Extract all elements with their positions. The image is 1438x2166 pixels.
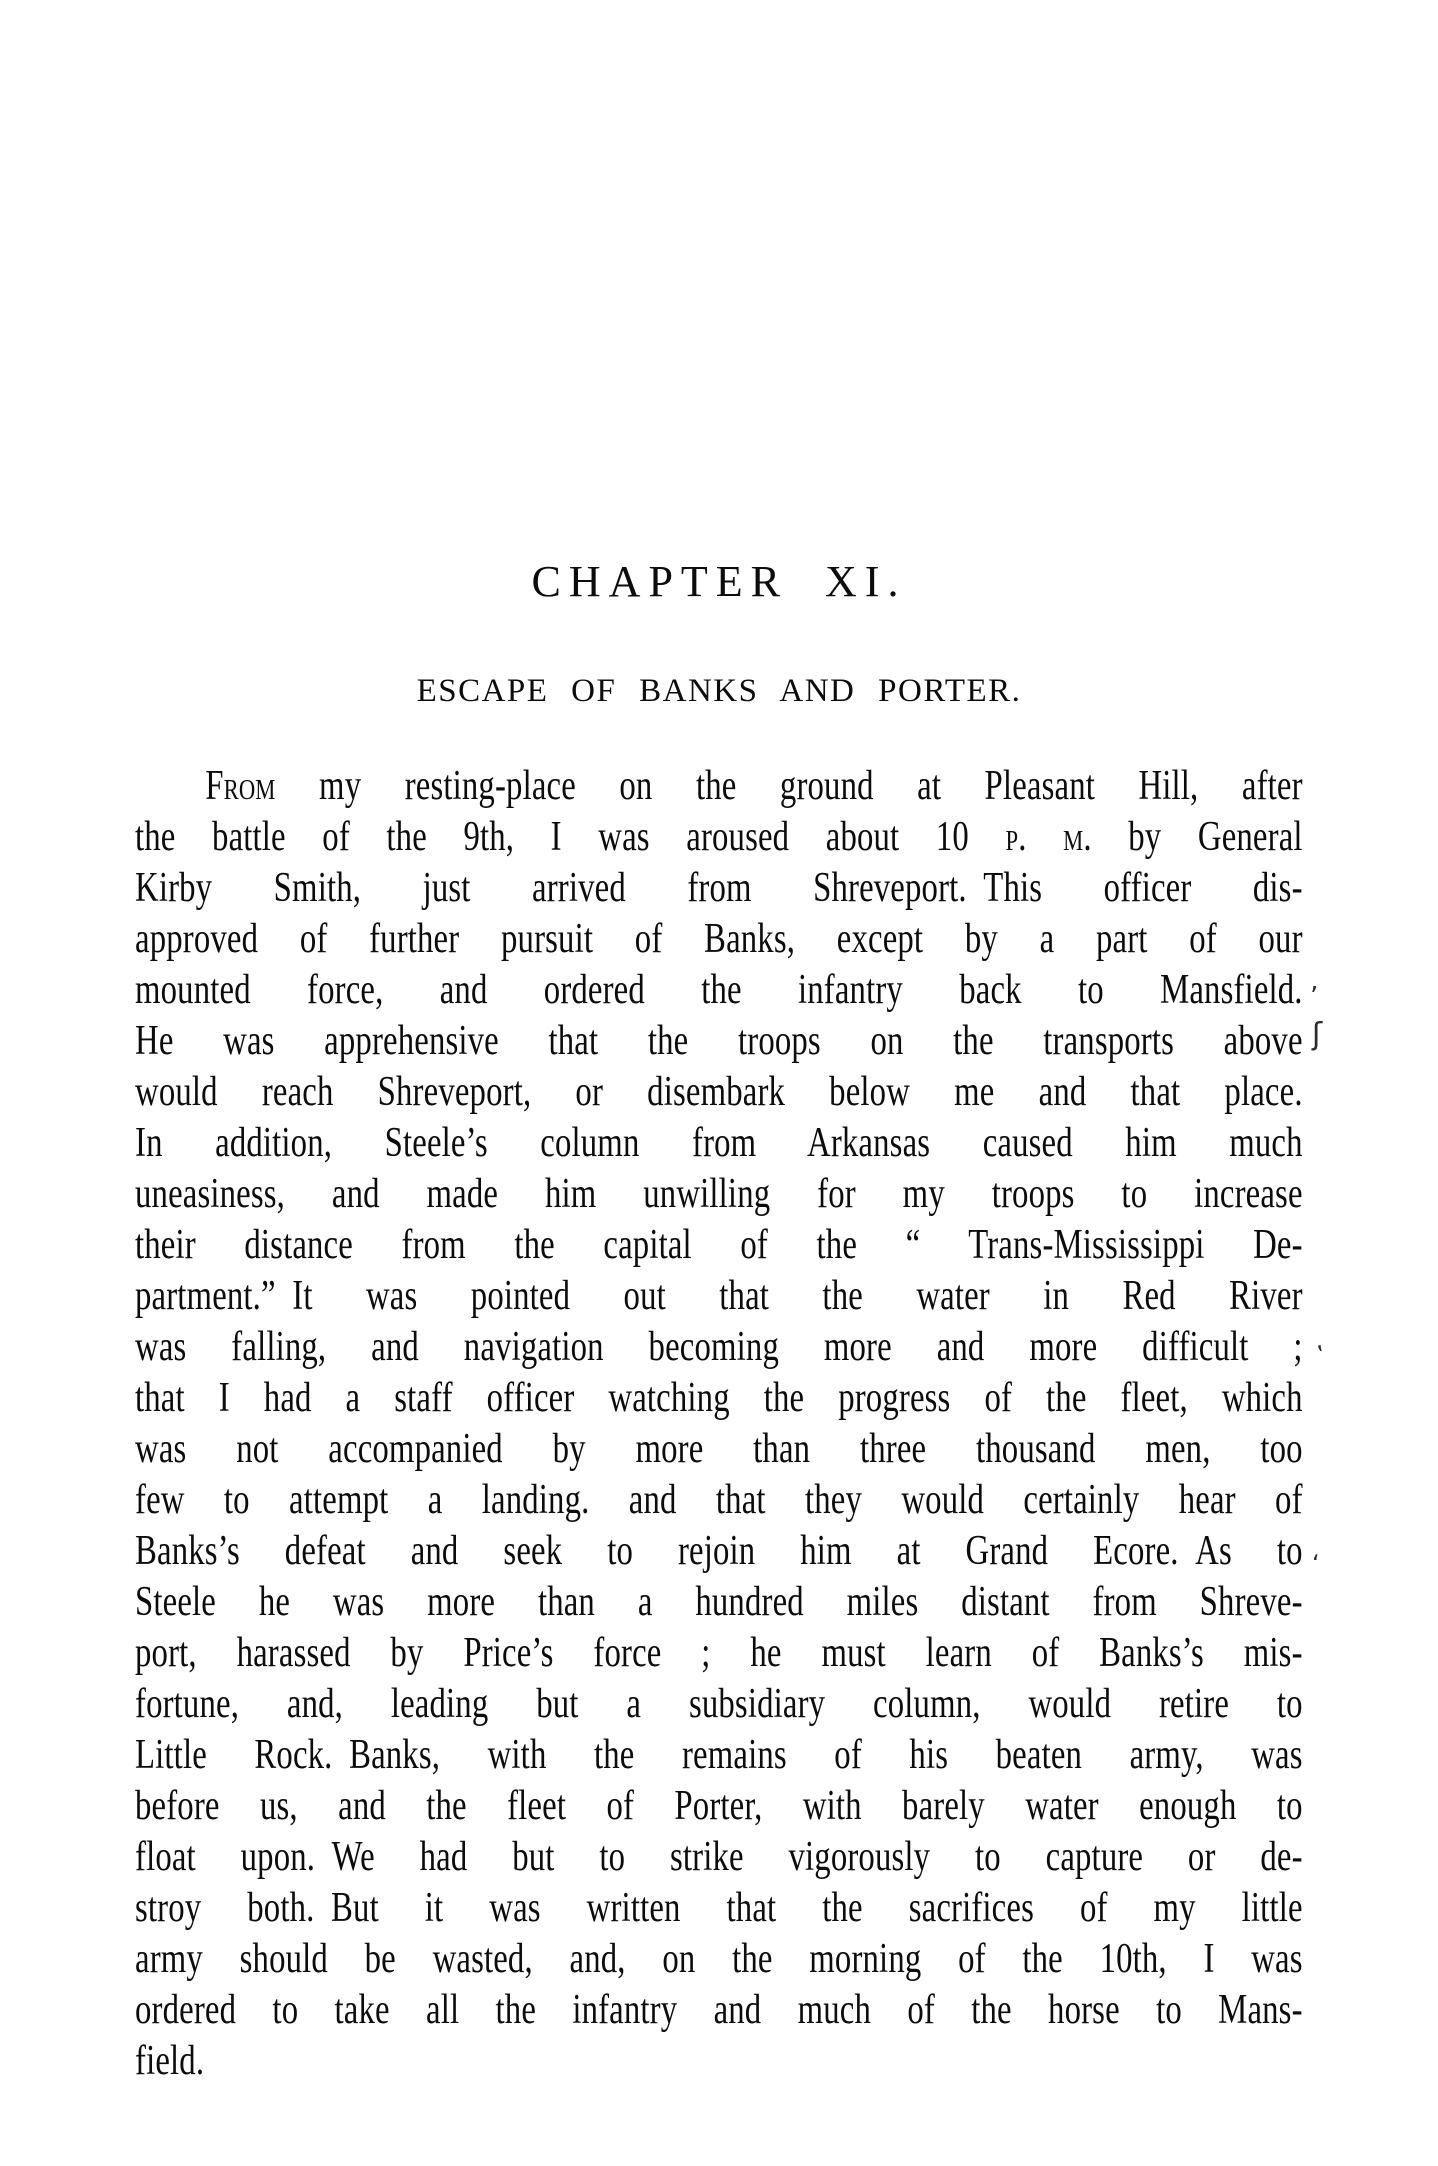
text-line [135, 1169, 1303, 1220]
text-line [135, 1373, 1303, 1424]
text-line [135, 1985, 1303, 2036]
text-line [135, 914, 1303, 965]
text-line [135, 1934, 1303, 1985]
text-segment: few to attempt a landing. and that they would certainly hear of [135, 1477, 1303, 1523]
text-line [135, 1424, 1303, 1475]
text-segment: the battle of the 9th, I was aroused about 10 [135, 814, 1006, 860]
text-line [135, 1832, 1303, 1883]
chapter-heading: CHAPTER XI. [531, 557, 907, 606]
text-segment: their distance from the capital of the “ Trans-Mississippi De- [135, 1222, 1303, 1268]
text-segment: field. [135, 2038, 205, 2084]
text-line [135, 1118, 1303, 1169]
scan-artifact: ʻ [1312, 1550, 1320, 1578]
text-segment: mounted force, and ordered the infantry back to Mansfield. [135, 967, 1303, 1013]
text-segment: uneasiness, and made him unwilling for my troops to increase [135, 1171, 1303, 1217]
text-line [135, 1271, 1303, 1322]
text-segment: Little Rock. Banks, with the remains of his beaten army, was [135, 1732, 1303, 1778]
text-segment: would reach Shreveport, or disembark below me and that place. [135, 1069, 1303, 1115]
scan-artifact: ʼ [1310, 982, 1319, 1012]
text-line [135, 1679, 1303, 1730]
text-line [135, 1883, 1303, 1934]
text-segment: He was apprehensive that the troops on the transports above [135, 1018, 1303, 1064]
text-segment: Steele he was more than a hundred miles distant from Shreve- [135, 1579, 1303, 1625]
text-line [135, 1577, 1303, 1628]
text-line [135, 1322, 1303, 1373]
text-line [135, 761, 1303, 812]
text-segment: before us, and the fleet of Porter, with barely water enough to [135, 1783, 1303, 1829]
chapter-subtitle: ESCAPE OF BANKS AND PORTER. [416, 673, 1022, 709]
text-line [135, 1016, 1303, 1067]
small-caps-text: From [205, 763, 276, 809]
text-segment: Kirby Smith, just arrived from Shreveport. This officer dis- [135, 865, 1303, 911]
text-segment: ordered to take all the infantry and much of the horse to Mans- [135, 1987, 1303, 2033]
text-line [135, 812, 1303, 863]
text-line [135, 863, 1303, 914]
text-line [135, 1628, 1303, 1679]
text-line [135, 1730, 1303, 1781]
small-caps-text: p. m. [1005, 814, 1092, 860]
text-segment: Banks’s defeat and seek to rejoin him at Grand Ecore. As to [135, 1528, 1303, 1574]
text-segment: partment.” It was pointed out that the water in Red River [135, 1273, 1303, 1319]
scan-artifact: ʃ [1312, 1017, 1323, 1052]
scan-artifact: ʽ [1316, 1344, 1324, 1372]
text-segment: float upon. We had but to strike vigorously to capture or de- [135, 1834, 1303, 1880]
text-line [135, 1475, 1303, 1526]
text-segment: approved of further pursuit of Banks, except by a part of our [135, 916, 1303, 962]
text-line [135, 1220, 1303, 1271]
text-line [135, 1781, 1303, 1832]
text-line [135, 1526, 1303, 1577]
text-segment: that I had a staff officer watching the progress of the fleet, which [135, 1375, 1303, 1421]
text-segment: stroy both. But it was written that the sacrifices of my little [135, 1885, 1303, 1931]
text-line [135, 965, 1303, 1016]
text-segment: army should be wasted, and, on the morning of the 10th, I was [135, 1936, 1303, 1982]
text-segment: In addition, Steele’s column from Arkansas caused him much [135, 1120, 1303, 1166]
text-segment: was not accompanied by more than three thousand men, too [135, 1426, 1303, 1472]
text-segment: my resting-place on the ground at Pleasant Hill, after [275, 763, 1303, 809]
text-line [135, 2036, 1303, 2087]
text-segment: fortune, and, leading but a subsidiary column, would retire to [135, 1681, 1303, 1727]
text-line [135, 1067, 1303, 1118]
text-segment: was falling, and navigation becoming more and more difficult ; [135, 1324, 1303, 1370]
text-segment: port, harassed by Price’s force ; he must learn of Banks’s mis- [135, 1630, 1303, 1676]
paragraph [135, 761, 1303, 2087]
text-segment: by General [1091, 814, 1303, 860]
